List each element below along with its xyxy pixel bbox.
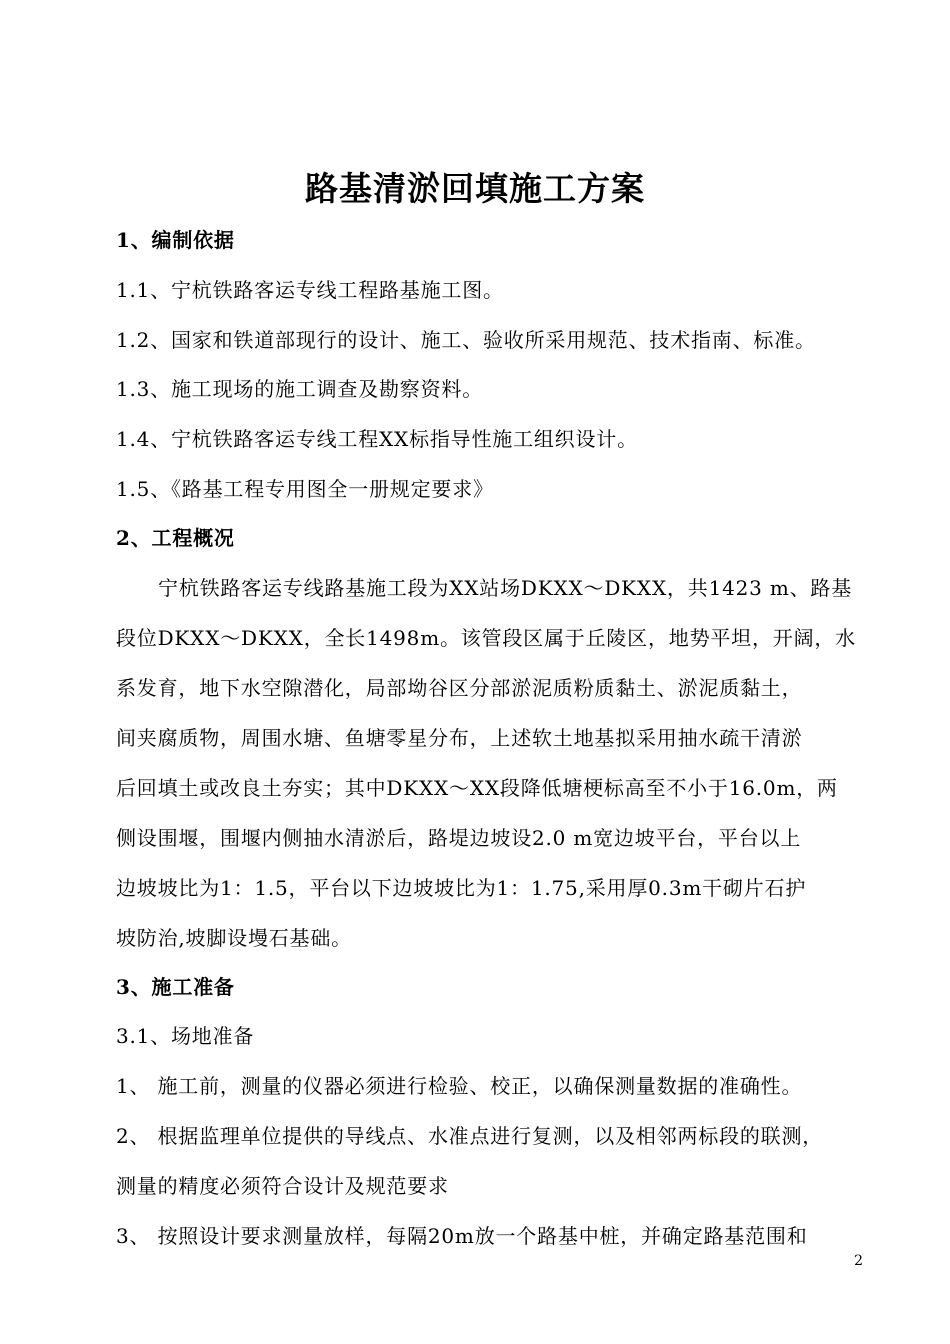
section-3-line: 2、 根据监理单位提供的导线点、水准点进行复测，以及相邻两标段的联测，: [116, 1124, 824, 1148]
section-1-item: 1.1、宁杭铁路客运专线工程路基施工图。: [116, 278, 504, 302]
section-3-line: 测量的精度必须符合设计及规范要求: [116, 1174, 449, 1198]
section-2-paragraph-line: 系发育，地下水空隙潜化，局部坳谷区分部淤泥质粉质黏土、淤泥质黏土，: [116, 676, 803, 700]
page-number: 2: [854, 1253, 863, 1269]
section-1-item: 1.3、施工现场的施工调查及勘察资料。: [116, 377, 484, 401]
section-2-heading: 2、工程概况: [116, 526, 235, 550]
section-1-heading: 1、编制依据: [116, 228, 235, 252]
section-2-paragraph-line: 段位DKXX～DKXX，全长1498m。该管段区属于丘陵区，地势平坦，开阔，水: [116, 626, 856, 650]
section-2-paragraph-line: 坡防治,坡脚设墁石基础。: [116, 926, 352, 950]
section-3-line: 1、 施工前，测量的仪器必须进行检验、校正，以确保测量数据的准确性。: [116, 1074, 803, 1098]
section-1-item: 1.5、《路基工程专用图全一册规定要求》: [116, 477, 494, 501]
section-2-paragraph-line: 边坡坡比为1：1.5，平台以下边坡坡比为1：1.75,采用厚0.3m干砌片石护: [116, 876, 807, 900]
section-2-paragraph-line: 侧设围堰，围堰内侧抽水清淤后，路堤边坡设2.0 m宽边坡平台，平台以上: [116, 826, 802, 850]
document-title: 路基清淤回填施工方案: [305, 169, 645, 208]
section-3-line: 3、 按照设计要求测量放样，每隔20m放一个路基中桩，并确定路基范围和: [116, 1224, 808, 1248]
section-2-paragraph-line: 间夹腐质物，周围水塘、鱼塘零星分布，上述软土地基拟采用抽水疏干清淤: [116, 726, 803, 750]
section-2-paragraph-line: 宁杭铁路客运专线路基施工段为XX站场DKXX～DKXX，共1423 m、路基: [158, 576, 853, 600]
section-1-item: 1.4、宁杭铁路客运专线工程XX标指导性施工组织设计。: [116, 427, 638, 451]
section-1-item: 1.2、国家和铁道部现行的设计、施工、验收所采用规范、技术指南、标准。: [116, 328, 816, 352]
section-3-heading: 3、施工准备: [116, 975, 235, 999]
section-2-paragraph-line: 后回填土或改良土夯实；其中DKXX～XX段降低塘梗标高至不小于16.0m，两: [116, 776, 838, 800]
section-3-sub-heading: 3.1、场地准备: [116, 1024, 255, 1048]
